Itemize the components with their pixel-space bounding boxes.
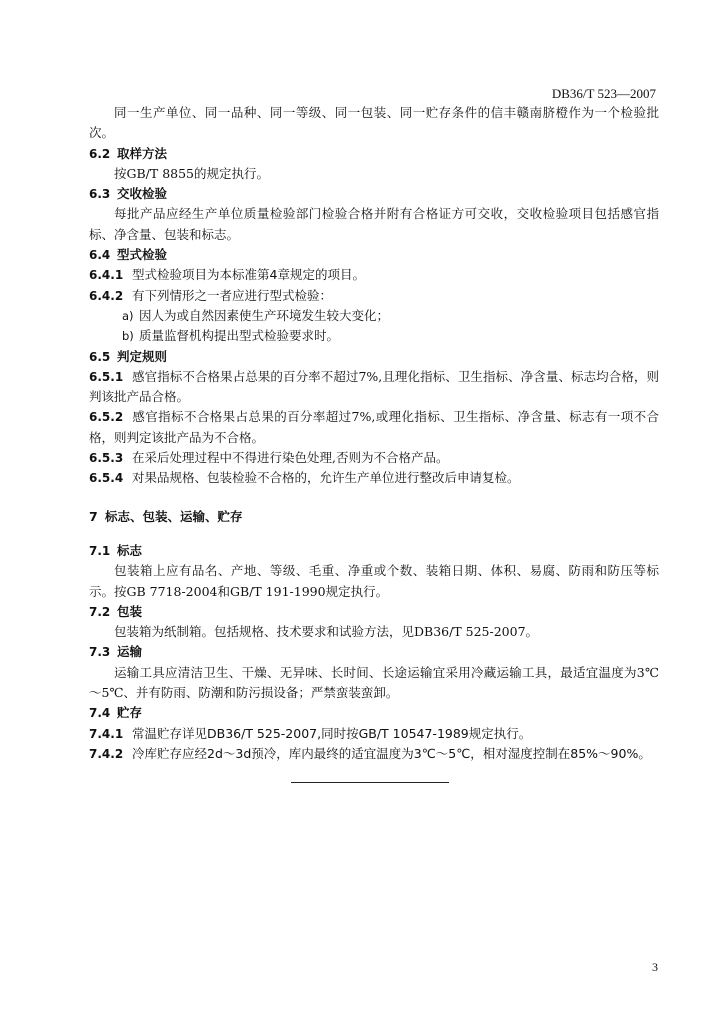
section-7-4-heading: [89, 703, 659, 723]
section-6-2-heading: [89, 144, 659, 164]
clause-number: 6.4.1: [89, 268, 124, 283]
chapter-title: 标志、包装、运输、贮存: [105, 508, 243, 524]
clause-text: 在采后处理过程中不得进行染色处理,否则为不合格产品。: [132, 450, 449, 466]
section-6-3-heading: [89, 184, 659, 204]
list-item: [89, 326, 659, 346]
chapter-7-heading: [89, 507, 659, 527]
clause-6-5-3: [89, 448, 659, 468]
section-number: 7.3: [89, 645, 111, 660]
section-title: 取样方法: [117, 145, 168, 161]
list-marker: a): [122, 308, 134, 323]
section-7-3-text: 运输工具应清洁卫生、干燥、无异味、长时间、长途运输宜采用冷藏运输工具，最适宜温度为3℃～5℃、并有防雨、防潮和防污损设备；严禁蛮装蛮卸。: [89, 664, 659, 701]
section-number: 7.4: [89, 706, 111, 721]
section-number: 6.5: [89, 349, 111, 364]
clause-7-4-1: [89, 724, 659, 744]
section-7-2-text: 包装箱为纸制箱。包括规格、技术要求和试验方法，见DB36/T 525-2007。: [114, 624, 539, 640]
list-item: [89, 306, 659, 326]
clause-6-5-2: [89, 407, 659, 448]
clause-7-4-2: [89, 744, 659, 764]
clause-text: 冷库贮存应经2d～3d预冷，库内最终的适宜温度为3℃～5℃，相对湿度控制在85%～90%。: [132, 745, 651, 761]
clause-number: 6.4.2: [89, 288, 124, 303]
lead-paragraph: 同一生产单位、同一品种、同一等级、同一包装、同一贮存条件的信丰赣南脐橙作为一个检验批次。: [89, 105, 659, 141]
list-marker: b): [122, 329, 134, 344]
document-body: [89, 103, 659, 764]
section-7-2-heading: [89, 602, 659, 622]
section-number: 7.2: [89, 604, 111, 619]
clause-number: 6.5.4: [89, 471, 124, 486]
section-number: 6.2: [89, 146, 111, 161]
clause-number: 7.4.2: [89, 746, 124, 761]
document-code: DB36/T 523—2007: [551, 86, 656, 101]
section-6-3-text: 每批产品应经生产单位质量检验部门检验合格并附有合格证方可交收，交收检验项目包括感官指标、净含量、包装和标志。: [89, 206, 659, 242]
section-title: 标志: [117, 542, 143, 558]
clause-number: 7.4.1: [89, 726, 124, 741]
list-item-text: 质量监督机构提出型式检验要求时。: [139, 328, 340, 344]
clause-text: 感官指标不合格果占总果的百分率超过7%,或理化指标、卫生指标、净含量、标志有一项不合格，则判定该批产品为不合格。: [89, 409, 659, 445]
list-item-text: 因人为或自然因素使生产环境发生较大变化；: [139, 307, 390, 323]
section-6-5-heading: [89, 347, 659, 367]
section-title: 包装: [117, 603, 143, 619]
clause-text: 感官指标不合格果占总果的百分率不超过7%,且理化指标、卫生指标、净含量、标志均合格，则判该批产品合格。: [89, 368, 659, 405]
clause-number: 6.5.2: [89, 410, 124, 425]
clause-6-4-1: [89, 265, 659, 285]
clause-6-5-4: [89, 468, 659, 488]
section-7-1-text: 包装箱上应有品名、产地、等级、毛重、净重或个数、装箱日期、体积、易腐、防雨和防压等标示。按GB 7718-2004和GB/T 191-1990规定执行。: [89, 563, 659, 599]
section-6-2-text: 按GB/T 8855的规定执行。: [114, 165, 270, 181]
section-number: 7.1: [89, 543, 111, 558]
clause-number: 6.5.1: [89, 369, 124, 384]
end-of-document-rule: [291, 782, 449, 783]
clause-text: 有下列情形之一者应进行型式检验：: [132, 287, 333, 303]
section-6-4-heading: [89, 245, 659, 265]
section-title: 运输: [117, 644, 143, 660]
section-title: 贮存: [117, 705, 143, 721]
section-title: 判定规则: [117, 348, 168, 364]
clause-text: 常温贮存详见DB36/T 525-2007,同时按GB/T 10547-1989规定执行。: [132, 725, 532, 741]
section-title: 交收检验: [117, 186, 168, 202]
section-number: 6.4: [89, 248, 111, 263]
section-7-3-heading: [89, 642, 659, 662]
section-7-1-heading: [89, 541, 659, 561]
clause-6-5-1: [89, 367, 659, 408]
section-number: 6.3: [89, 187, 111, 202]
clause-number: 6.5.3: [89, 451, 124, 466]
clause-6-4-2: [89, 286, 659, 306]
chapter-number: 7: [89, 508, 98, 524]
clause-text: 型式检验项目为本标准第4章规定的项目。: [132, 267, 365, 283]
clause-text: 对果品规格、包装检验不合格的，允许生产单位进行整改后申请复检。: [132, 470, 520, 486]
section-title: 型式检验: [117, 247, 168, 263]
page-number: 3: [652, 960, 658, 974]
